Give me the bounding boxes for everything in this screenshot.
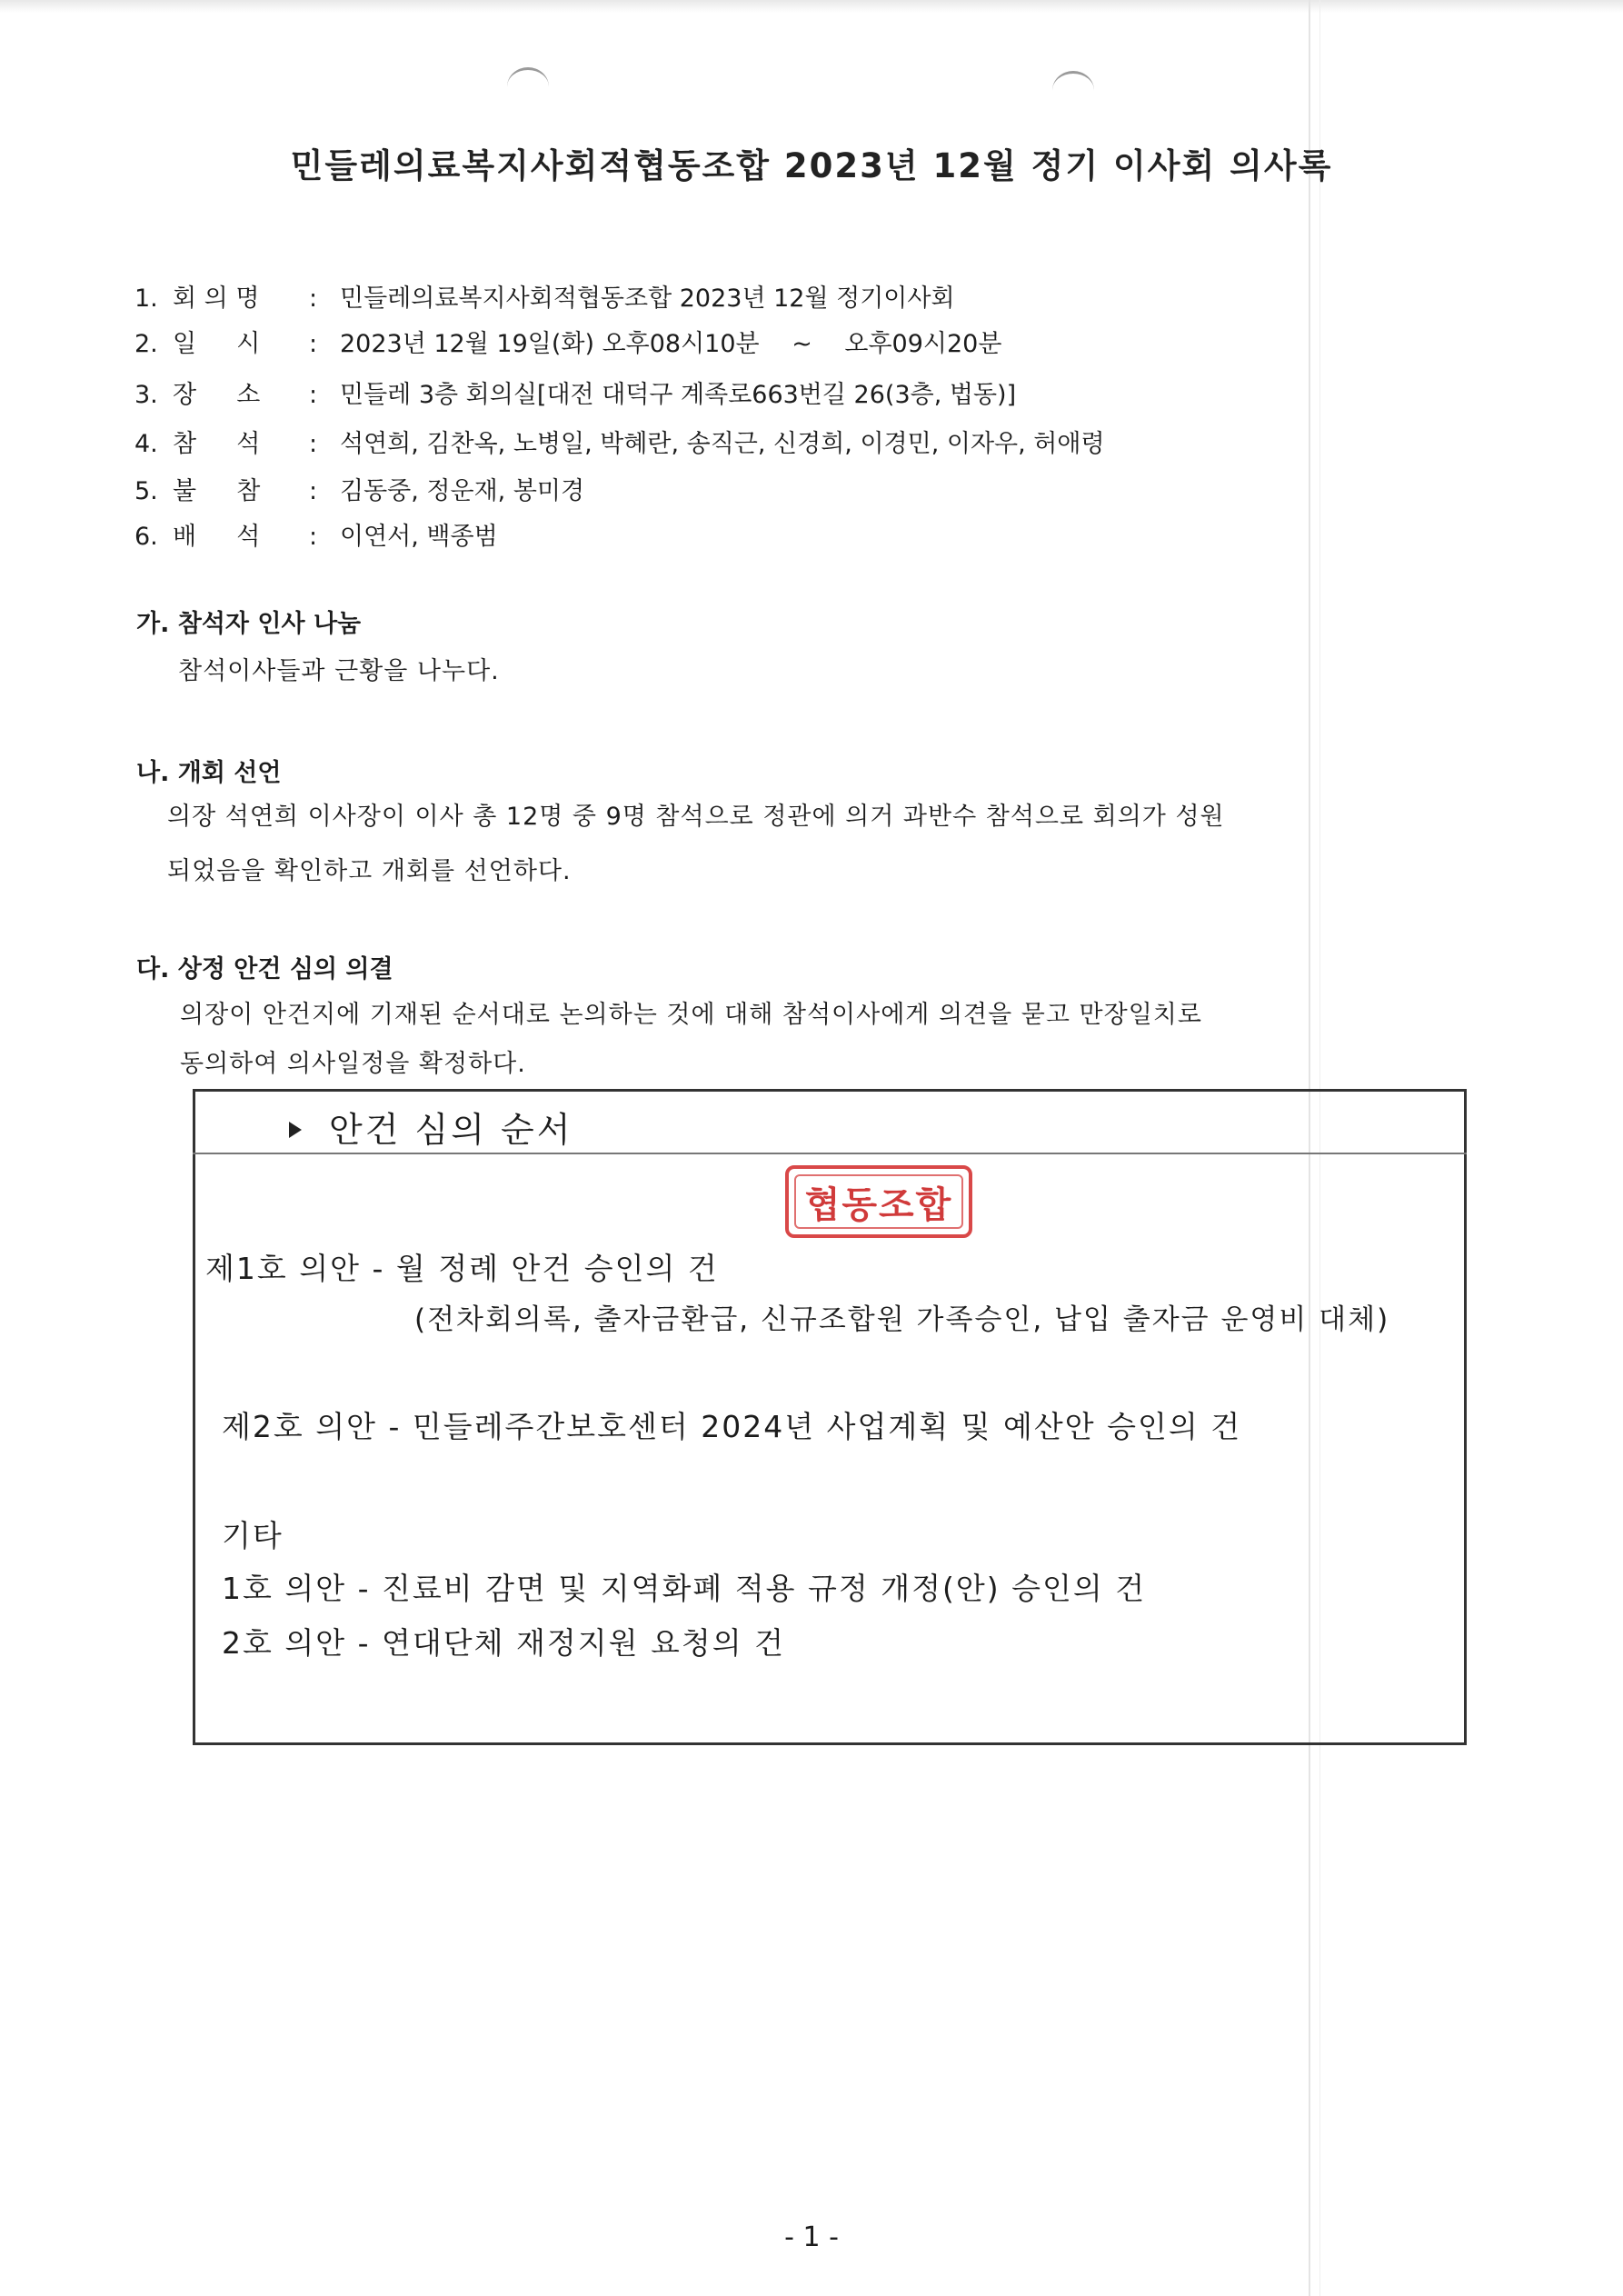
agenda-item-1-detail: (전차회의록, 출자금환급, 신규조합원 가족승인, 납입 출자금 운영비 대체) xyxy=(414,1303,1390,1336)
section-text-da-line2: 동의하여 의사일정을 확정하다. xyxy=(180,1050,526,1078)
section-text-ga: 참석이사들과 근황을 나누다. xyxy=(178,657,500,685)
section-text-na-line2: 되었음을 확인하고 개회를 선언하다. xyxy=(167,857,572,885)
agenda-item-1: 제1호 의안 - 월 정례 안건 승인의 건 xyxy=(205,1251,719,1286)
info-number: 2. xyxy=(134,330,158,358)
agenda-etc-item-1: 1호 의안 - 진료비 감면 및 지역화폐 적용 규정 개정(안) 승인의 건 xyxy=(222,1571,1147,1606)
info-row-absentees: 5. 불 참 : 김동중, 정운재, 봉미경 xyxy=(134,471,584,506)
scan-top-edge xyxy=(0,0,1623,13)
section-heading-da: 다. 상정 안건 심의 의결 xyxy=(136,955,393,983)
agenda-item-2: 제2호 의안 - 민들레주간보호센터 2024년 사업계획 및 예산안 승인의 건 xyxy=(222,1409,1242,1444)
punch-hole-mark xyxy=(507,67,549,106)
info-row-datetime: 2. 일 시 : 2023년 12월 19일(화) 오후08시10분 ~ 오후09시20분 xyxy=(134,324,1001,359)
seal-text: 협동조합 xyxy=(804,1183,953,1226)
agenda-etc-label: 기타 xyxy=(222,1518,284,1553)
info-label: 배 석 xyxy=(173,523,261,551)
info-label: 장 소 xyxy=(173,381,261,409)
section-heading-ga: 가. 참석자 인사 나눔 xyxy=(136,610,362,638)
agenda-etc-item-2: 2호 의안 - 연대단체 재정지원 요청의 건 xyxy=(222,1625,786,1661)
info-row-attendees: 4. 참 석 : 석연희, 김찬옥, 노병일, 박혜란, 송직근, 신경희, 이경민, 이자우, 허애령 xyxy=(134,424,1105,459)
document-title: 민들레의료복지사회적협동조합 2023년 12월 정기 이사회 의사록 xyxy=(290,146,1333,185)
cooperative-seal-stamp xyxy=(785,1165,972,1238)
section-text-da-line1: 의장이 안건지에 기재된 순서대로 논의하는 것에 대해 참석이사에게 의견을 묻고 만장일치로 xyxy=(180,1001,1202,1029)
info-label: 일 시 xyxy=(173,330,261,358)
info-value: 김동중, 정운재, 봉미경 xyxy=(340,477,585,505)
info-row-observers: 6. 배 석 : 이연서, 백종범 xyxy=(134,516,498,552)
info-label: 불 참 xyxy=(173,477,261,505)
agenda-divider xyxy=(193,1153,1467,1154)
info-number: 3. xyxy=(134,381,158,409)
agenda-title-text: 안건 심의 순서 xyxy=(329,1110,573,1150)
info-number: 5. xyxy=(134,477,158,505)
triangle-bullet-icon xyxy=(289,1122,302,1138)
agenda-title xyxy=(289,1102,573,1152)
section-text-na-line1: 의장 석연희 이사장이 이사 총 12명 중 9명 참석으로 정관에 의거 과반수 참석으로 회의가 성원 xyxy=(167,803,1225,831)
info-value: 이연서, 백종범 xyxy=(340,523,498,551)
info-value: 민들레의료복지사회적협동조합 2023년 12월 정기이사회 xyxy=(340,285,955,313)
section-heading-na: 나. 개회 선언 xyxy=(136,759,282,787)
info-label: 참 석 xyxy=(173,430,261,458)
info-label: 회 의 명 xyxy=(173,285,260,313)
info-value: 2023년 12월 19일(화) 오후08시10분 ~ 오후09시20분 xyxy=(340,330,1002,358)
info-row-location: 3. 장 소 : 민들레 3층 회의실[대전 대덕구 계족로663번길 26(3층, 법동)] xyxy=(134,374,1016,410)
info-number: 1. xyxy=(134,285,158,313)
info-number: 4. xyxy=(134,430,158,458)
info-row-meeting-name: 1. 회 의 명 : 민들레의료복지사회적협동조합 2023년 12월 정기이사회 xyxy=(134,278,955,314)
info-number: 6. xyxy=(134,523,158,551)
info-value: 석연희, 김찬옥, 노병일, 박혜란, 송직근, 신경희, 이경민, 이자우, 허애령 xyxy=(340,430,1105,458)
page-number: - 1 - xyxy=(784,2221,839,2253)
info-value: 민들레 3층 회의실[대전 대덕구 계족로663번길 26(3층, 법동)] xyxy=(340,381,1017,409)
punch-hole-mark xyxy=(1052,71,1094,110)
